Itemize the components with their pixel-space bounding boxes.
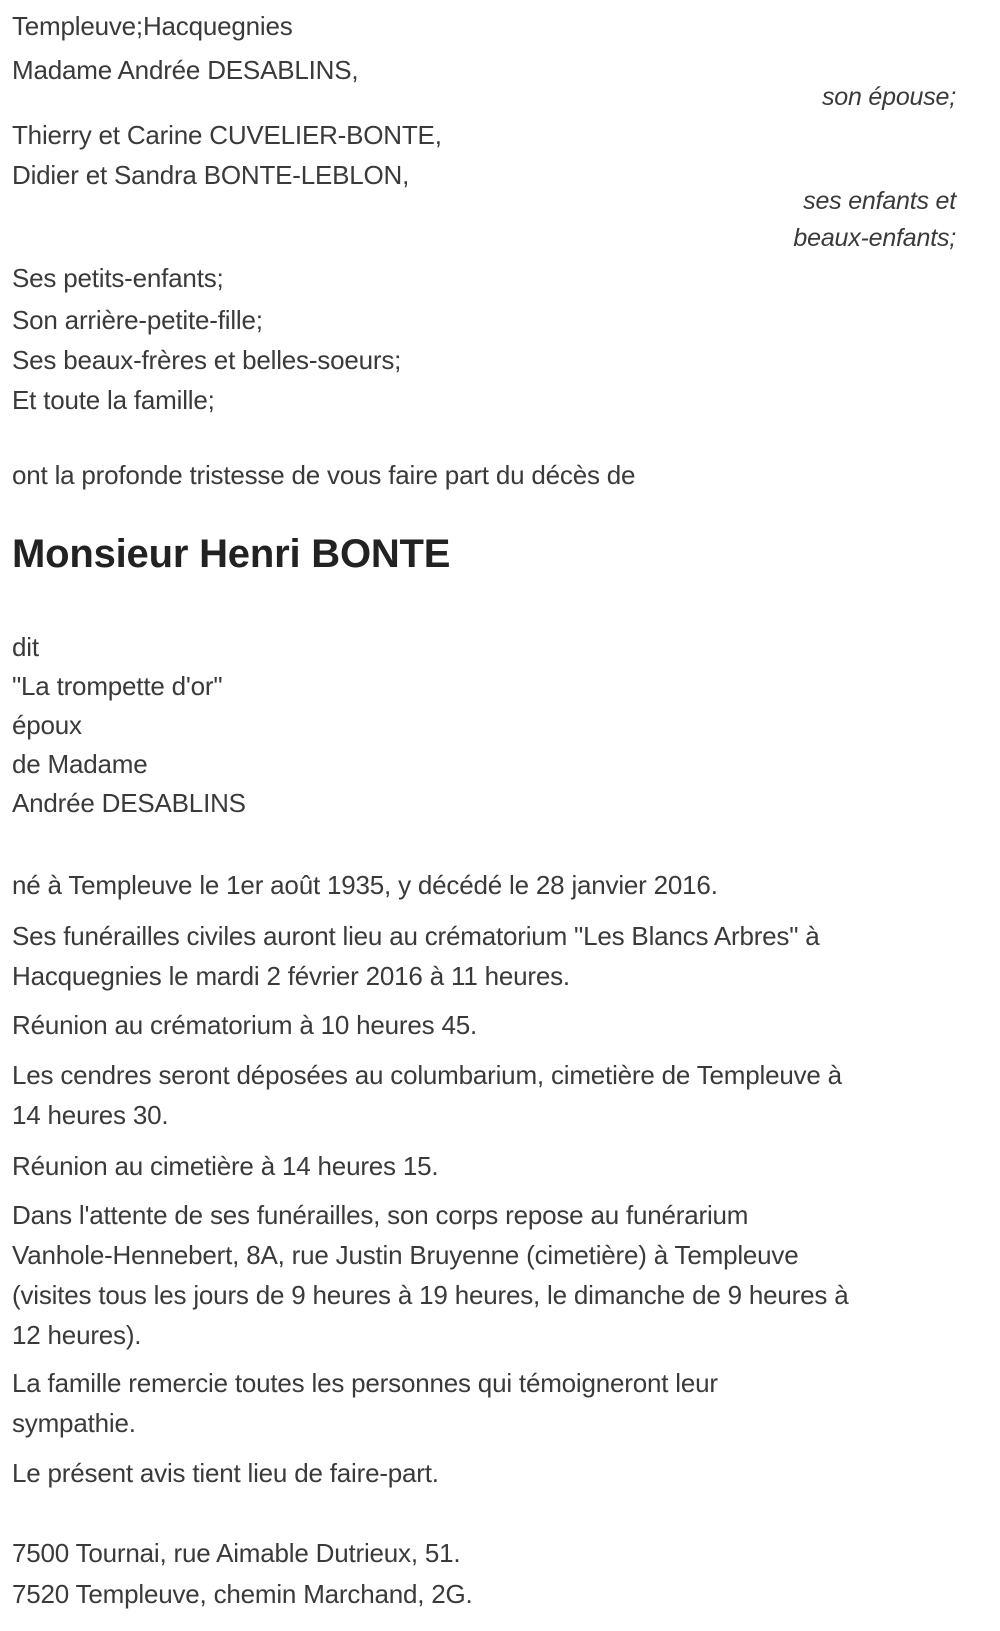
- paragraph-line: Ses funérailles civiles auront lieu au crématorium "Les Blancs Arbres" à: [12, 921, 820, 951]
- relatives-line: Ses petits-enfants;: [12, 263, 224, 293]
- paragraph-line: (visites tous les jours de 9 heures à 19 heures, le dimanche de 9 heures à: [12, 1280, 849, 1310]
- spouse-role-line: son épouse;: [821, 83, 956, 111]
- paragraph-line: Dans l'attente de ses funérailles, son corps repose au funérarium: [12, 1200, 749, 1230]
- alias-line: époux: [12, 710, 82, 740]
- ashes-paragraph: [12, 1055, 956, 1135]
- address-line: 7500 Tournai, rue Aimable Dutrieux, 51.: [12, 1538, 461, 1568]
- address-line: 7520 Templeuve, chemin Marchand, 2G.: [12, 1579, 473, 1609]
- children-line: Didier et Sandra BONTE-LEBLON,: [12, 160, 410, 190]
- paragraph-line: Vanhole-Hennebert, 8A, rue Justin Bruyenne (cimetière) à Templeuve: [12, 1240, 799, 1270]
- paragraph-line: sympathie.: [12, 1408, 136, 1438]
- paragraph-line: 14 heures 30.: [12, 1100, 169, 1130]
- spouse-name-line: Madame Andrée DESABLINS,: [12, 55, 359, 85]
- addresses-block: [12, 1533, 956, 1615]
- alias-line: dit: [12, 632, 39, 662]
- paragraph-line: Le présent avis tient lieu de faire-part.: [12, 1458, 439, 1488]
- alias-line: de Madame: [12, 749, 148, 779]
- cities-line: Templeuve;Hacquegnies: [12, 11, 293, 41]
- children-role-line: ses enfants et: [803, 187, 956, 215]
- cemetery-meeting-paragraph: [12, 1146, 956, 1186]
- thanks-paragraph: [12, 1363, 956, 1443]
- paragraph-line: Réunion au cimetière à 14 heures 15.: [12, 1151, 439, 1181]
- paragraph-line: né à Templeuve le 1er août 1935, y décédé le 28 janvier 2016.: [12, 870, 718, 900]
- alias-line: "La trompette d'or": [12, 671, 223, 701]
- alias-line: Andrée DESABLINS: [12, 788, 246, 818]
- funeral-paragraph: [12, 916, 956, 996]
- children-role-line: beaux-enfants;: [793, 224, 956, 252]
- crematorium-meeting-paragraph: [12, 1005, 956, 1045]
- relatives-line: Ses beaux-frères et belles-soeurs;: [12, 345, 402, 375]
- paragraph-line: Les cendres seront déposées au columbarium, cimetière de Templeuve à: [12, 1060, 842, 1090]
- announcement-line: ont la profonde tristesse de vous faire part du décès de: [12, 460, 636, 490]
- children-line: Thierry et Carine CUVELIER-BONTE,: [12, 120, 442, 150]
- relatives-line: Son arrière-petite-fille;: [12, 305, 263, 335]
- notice-paragraph: [12, 1453, 956, 1493]
- funerarium-paragraph: [12, 1195, 956, 1355]
- paragraph-line: 12 heures).: [12, 1320, 142, 1350]
- relatives-line: Et toute la famille;: [12, 385, 215, 415]
- deceased-name-heading: Monsieur Henri BONTE: [12, 532, 451, 576]
- alias-block: [12, 628, 956, 823]
- paragraph-line: Réunion au crématorium à 10 heures 45.: [12, 1010, 478, 1040]
- paragraph-line: Hacquegnies le mardi 2 février 2016 à 11 heures.: [12, 961, 570, 991]
- birth-death-paragraph: [12, 865, 956, 905]
- paragraph-line: La famille remercie toutes les personnes qui témoigneront leur: [12, 1368, 718, 1398]
